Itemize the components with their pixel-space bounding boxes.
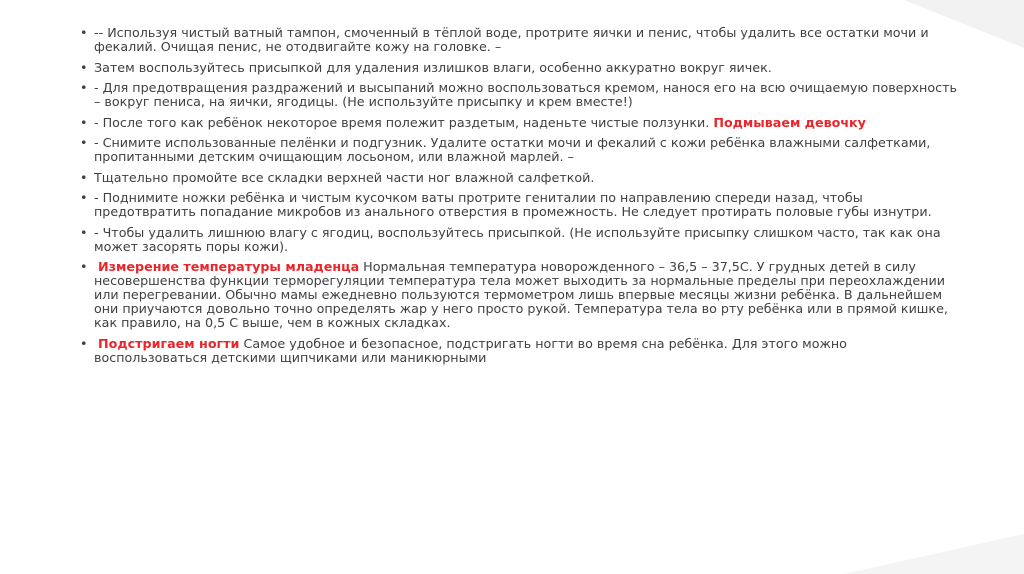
list-item xyxy=(80,191,960,219)
bullet-icon: • xyxy=(80,335,88,351)
bullet-icon: • xyxy=(80,25,88,40)
section-heading-temperature: Измерение температуры младенца xyxy=(98,259,360,274)
bullet-list xyxy=(80,26,960,371)
item-text: Тщательно промойте все складки верхней части ног влажной салфеткой. xyxy=(94,169,595,185)
list-item xyxy=(80,116,960,130)
bullet-icon: • xyxy=(80,59,88,75)
section-heading-nails: Подстригаем ногти xyxy=(98,335,240,351)
bullet-icon: • xyxy=(80,114,88,130)
item-text: - Для предотвращения раздражений и высыпаний можно воспользоваться кремом, нанося его на всю очищаемую поверхность – вокруг пениса, на яички, ягодицы. (Не используйте присыпку и крем вместе!) xyxy=(94,80,957,109)
item-text: - Поднимите ножки ребёнка и чистым кусочком ваты протрите гениталии по направлению спереди назад, чтобы предотвратить попадание микробов из анального отверстия в промежность. Не следует протирать половые губы изнутри. xyxy=(94,190,932,219)
item-text: - Чтобы удалить лишнюю влагу с ягодиц, воспользуйтесь присыпкой. (Не используйте присыпку слишком часто, так как она может засорять поры кожи). xyxy=(94,224,941,254)
bullet-icon: • xyxy=(80,80,88,95)
list-item xyxy=(80,26,960,54)
bullet-icon: • xyxy=(80,259,88,274)
item-text: - Снимите использованные пелёнки и подгузник. Удалите остатки мочи и фекалий с кожи ребёнка влажными салфетками, пропитанными детским очищающим лосьоном, или влажной марлей. – xyxy=(94,135,931,164)
item-text: -- Используя чистый ватный тампон, смоченный в тёплой воде, протрите яички и пенис, чтобы удалить все остатки мочи и фекалий. Очищая пенис, не отодвигайте кожу на головке. – xyxy=(94,25,929,54)
item-text: - После того как ребёнок некоторое время полежит раздетым, наденьте чистые ползунки. xyxy=(94,114,714,130)
bullet-icon: • xyxy=(80,190,88,205)
bullet-icon: • xyxy=(80,135,88,150)
item-text: Затем воспользуйтесь присыпкой для удаления излишков влаги, особенно аккуратно вокруг яичек. xyxy=(94,59,772,75)
list-item xyxy=(80,81,960,109)
list-item xyxy=(80,61,960,75)
list-item xyxy=(80,171,960,185)
bullet-icon: • xyxy=(80,169,88,185)
list-item xyxy=(80,136,960,164)
list-item xyxy=(80,260,960,330)
section-heading-girl-washing: Подмываем девочку xyxy=(713,114,866,130)
corner-decoration-bottom xyxy=(844,534,1024,574)
item-text: Нормальная температура новорожденного – 36,5 – 37,5С. У грудных детей в силу несовершенства функции терморегуляции температура тела может выходить за нормальные пределы при переохлаждении или перегревании. Обычно мамы ежедневно пользуются термометром лишь впервые месяцы жизни ребёнка. В дальнейшем они приучаются довольно точно определять жар у него просто рукой. Температура тела во рту ребёнка или в прямой кишке, как правило, на 0,5 С выше, чем в кожных складках. xyxy=(94,259,948,330)
item-text: Самое удобное и безопасное, подстригать ногти во время сна ребёнка. Для этого можно воспользоваться детскими щипчиками или маникюрными xyxy=(94,335,847,365)
list-item xyxy=(80,337,960,365)
bullet-icon: • xyxy=(80,224,88,240)
list-item xyxy=(80,226,960,254)
